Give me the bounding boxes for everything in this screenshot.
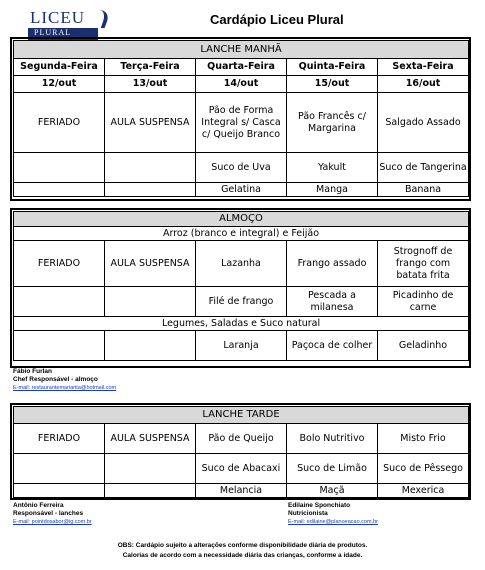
lanches-signature (13, 502, 92, 526)
obs-line-1: OBS: Cardápio sujeito a alterações conforme disponibilidade diária de produtos. (117, 542, 368, 549)
almoco-title: ALMOÇO (14, 212, 469, 227)
logo-swoosh (87, 10, 112, 28)
menu-cell: Salgado Assado (378, 93, 469, 153)
date-cell: 13/out (105, 76, 196, 93)
observations (0, 541, 485, 561)
lanches-role: Responsável - lanches (13, 510, 84, 517)
tarde-table (13, 406, 469, 498)
day-header: Quinta-Feira (287, 59, 378, 76)
menu-cell: AULA SUSPENSA (105, 241, 196, 287)
menu-cell: Suco de Uva (196, 153, 287, 183)
menu-cell: Melancia (196, 484, 287, 498)
lanches-email-link[interactable]: E-mail: pointdosabor@ig.com.br (13, 519, 92, 525)
menu-cell (14, 454, 105, 484)
menu-cell: Bolo Nutritivo (287, 424, 378, 454)
menu-cell: Suco de Abacaxi (196, 454, 287, 484)
menu-cell: Frango assado (287, 241, 378, 287)
menu-cell: Misto Frio (378, 424, 469, 454)
menu-cell: Geladinho (378, 331, 469, 361)
menu-cell: FERIADO (14, 93, 105, 153)
menu-cell: Strognoff de frango com batata frita (378, 241, 469, 287)
menu-cell (105, 454, 196, 484)
school-logo (28, 8, 103, 38)
logo-subtext: PLURAL (34, 28, 72, 37)
menu-cell (14, 484, 105, 498)
menu-cell: FERIADO (14, 424, 105, 454)
date-cell: 16/out (378, 76, 469, 93)
almoco-base: Arroz (branco e integral) e Feijão (14, 227, 469, 241)
tarde-title: LANCHE TARDE (14, 407, 469, 424)
menu-cell (14, 331, 105, 361)
logo-text: LICEU (30, 8, 86, 27)
chef-name: Fábio Furlan (13, 368, 52, 375)
date-cell: 14/out (196, 76, 287, 93)
date-cell: 12/out (14, 76, 105, 93)
chef-signature (13, 368, 116, 392)
nutri-role: Nutricionista (288, 510, 328, 517)
menu-cell: Lazanha (196, 241, 287, 287)
almoco-table (13, 211, 469, 361)
manha-table (13, 40, 469, 197)
menu-cell: Yakult (287, 153, 378, 183)
day-header: Segunda-Feira (14, 59, 105, 76)
menu-cell (105, 183, 196, 197)
menu-cell: Pescada a milanesa (287, 287, 378, 317)
day-header: Sexta-Feira (378, 59, 469, 76)
menu-cell: Mexerica (378, 484, 469, 498)
menu-cell: Gelatina (196, 183, 287, 197)
day-header: Quarta-Feira (196, 59, 287, 76)
menu-cell: AULA SUSPENSA (105, 424, 196, 454)
menu-cell: Pão Francês c/ Margarina (287, 93, 378, 153)
day-header: Terça-Feira (105, 59, 196, 76)
chef-email-link[interactable]: E-mail: restaurantemariarita@hotmail.com (13, 385, 117, 391)
menu-cell: Suco de Pêssego (378, 454, 469, 484)
menu-cell (105, 153, 196, 183)
menu-cell: AULA SUSPENSA (105, 93, 196, 153)
page-title: Cardápio Liceu Plural (210, 12, 344, 27)
menu-cell (105, 287, 196, 317)
almoco-legumes: Legumes, Saladas e Suco natural (14, 317, 469, 331)
menu-cell: Laranja (196, 331, 287, 361)
menu-cell (14, 183, 105, 197)
obs-line-2: Calorias de acordo com a necessidade diária das crianças, conforme a idade. (122, 552, 363, 559)
menu-cell: Pão de Forma Integral s/ Casca c/ Queijo Branco (196, 93, 287, 153)
menu-cell: Manga (287, 183, 378, 197)
nutri-signature (288, 502, 378, 526)
menu-cell: Picadinho de carne (378, 287, 469, 317)
menu-cell: Banana (378, 183, 469, 197)
manha-title: LANCHE MANHÃ (14, 41, 469, 59)
menu-cell (105, 331, 196, 361)
menu-cell (105, 484, 196, 498)
menu-cell: Paçoca de colher (287, 331, 378, 361)
lanches-name: Antônio Ferreira (13, 502, 64, 509)
menu-cell: Pão de Queijo (196, 424, 287, 454)
menu-cell: FERIADO (14, 241, 105, 287)
menu-cell (14, 153, 105, 183)
date-cell: 15/out (287, 76, 378, 93)
menu-cell (14, 287, 105, 317)
menu-cell: Maçã (287, 484, 378, 498)
nutri-name: Edilaine Sponchiato (288, 502, 351, 509)
menu-cell: Suco de Tangerina (378, 153, 469, 183)
menu-cell: Filé de frango (196, 287, 287, 317)
menu-cell: Suco de Limão (287, 454, 378, 484)
chef-role: Chef Responsável - almoço (13, 376, 98, 383)
nutri-email-link[interactable]: E-mail: edilaine@planoeacao.com.br (288, 519, 378, 525)
